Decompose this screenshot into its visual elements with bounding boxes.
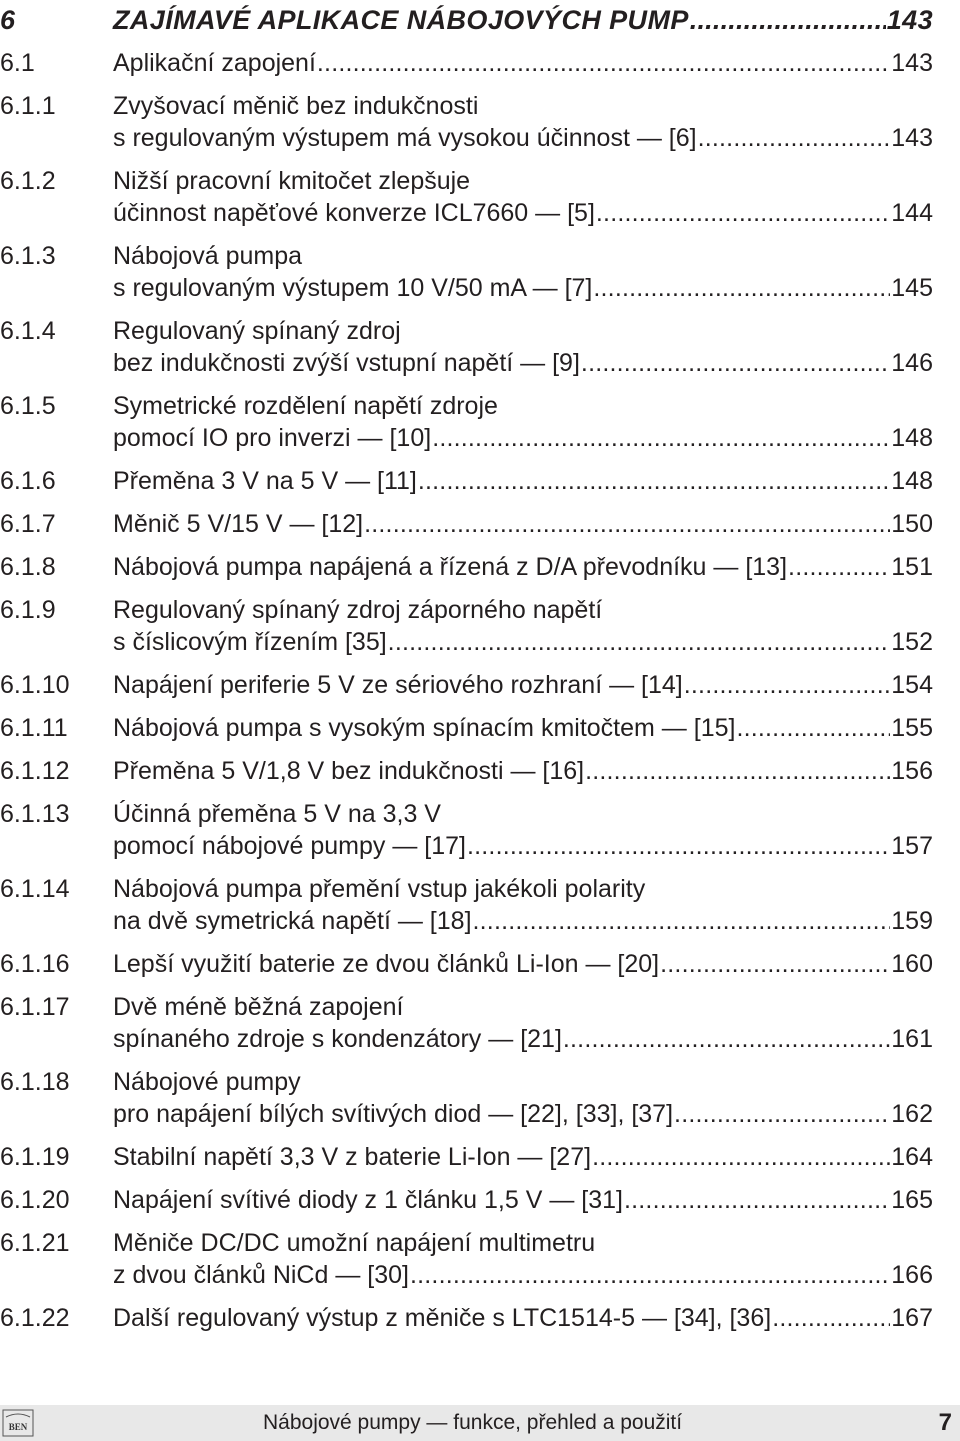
toc-title-text: Nábojová pumpa xyxy=(113,242,303,270)
toc-number: 6.1.21 xyxy=(0,1229,70,1257)
toc-page-number: 148 xyxy=(891,467,933,495)
toc-page-number: 143 xyxy=(886,5,933,35)
book-title: Nábojové pumpy — funkce, přehled a použití xyxy=(263,1411,683,1434)
toc-number: 6.1.12 xyxy=(0,757,70,785)
dot-leader xyxy=(698,122,891,154)
toc-title-line xyxy=(113,755,933,787)
toc-number: 6.1.2 xyxy=(0,167,56,195)
toc-title-text: Nižší pracovní kmitočet zlepšuje xyxy=(113,167,471,195)
toc-page-number: 155 xyxy=(891,714,933,742)
toc-title-line xyxy=(113,1098,933,1130)
toc-title-text: Další regulovaný výstup z měniče s LTC1514-5 — [34], [36] xyxy=(113,1304,772,1332)
toc-number: 6.1.6 xyxy=(0,467,56,495)
dot-leader xyxy=(592,1141,890,1173)
toc-number: 6.1.4 xyxy=(0,317,56,345)
toc-page-number: 165 xyxy=(891,1186,933,1214)
toc-number: 6.1.3 xyxy=(0,242,56,270)
toc-title-text: Lepší využití baterie ze dvou článků Li-Ion — [20] xyxy=(113,950,660,978)
toc-title-text: Nábojová pumpa s vysokým spínacím kmitočtem — [15] xyxy=(113,714,736,742)
toc-page-number: 152 xyxy=(891,628,933,656)
toc-title-text: Nábojová pumpa přemění vstup jakékoli polarity xyxy=(113,875,646,903)
toc-title-text: na dvě symetrická napětí — [18] xyxy=(113,907,472,935)
toc-title-text: bez indukčnosti zvýší vstupní napětí — [9] xyxy=(113,349,580,377)
toc-page-number: 167 xyxy=(891,1304,933,1332)
toc-title-line xyxy=(113,1066,933,1098)
toc-number: 6.1.14 xyxy=(0,875,70,903)
toc-page-number: 164 xyxy=(891,1143,933,1171)
toc-title-line xyxy=(113,4,933,36)
toc-title-line xyxy=(113,948,933,980)
toc-title-text: spínaného zdroje s kondenzátory — [21] xyxy=(113,1025,562,1053)
page-number: 7 xyxy=(938,1409,952,1436)
toc-title-text: Účinná přeměna 5 V na 3,3 V xyxy=(113,800,441,828)
toc-title-line xyxy=(113,873,933,905)
toc-title-line xyxy=(113,594,933,626)
toc-number: 6 xyxy=(0,5,16,35)
toc-title-line xyxy=(113,390,933,422)
toc-number: 6.1.11 xyxy=(0,714,68,742)
toc-page-number: 159 xyxy=(891,907,933,935)
toc-title-text: Dvě méně běžná zapojení xyxy=(113,993,404,1021)
toc-page-number: 150 xyxy=(891,510,933,538)
toc-number: 6.1.5 xyxy=(0,392,56,420)
toc-title-line xyxy=(113,197,933,229)
page-footer xyxy=(0,1405,960,1441)
toc-title-text: Nábojová pumpa napájená a řízená z D/A převodníku — [13] xyxy=(113,553,788,581)
toc-page-number: 146 xyxy=(891,349,933,377)
dot-leader xyxy=(690,4,886,36)
toc-title-line xyxy=(113,47,933,79)
toc-title-line xyxy=(113,90,933,122)
toc-page-number: 144 xyxy=(891,199,933,227)
toc-title-text: účinnost napěťové konverze ICL7660 — [5] xyxy=(113,199,595,227)
toc-number: 6.1.7 xyxy=(0,510,56,538)
toc-title-line xyxy=(113,905,933,937)
toc-title-text: Měnič 5 V/15 V — [12] xyxy=(113,510,364,538)
toc-title-text: s číslicovým řízením [35] xyxy=(113,628,387,656)
toc-title-line xyxy=(113,422,933,454)
toc-title-text: s regulovaným výstupem má vysokou účinnost — [6] xyxy=(113,124,697,152)
toc-title-line xyxy=(113,508,933,540)
toc-title-line xyxy=(113,240,933,272)
toc-title-line xyxy=(113,315,933,347)
toc-title-line xyxy=(113,272,933,304)
dot-leader xyxy=(563,1023,890,1055)
dot-leader xyxy=(772,1302,890,1334)
toc-title-line xyxy=(113,165,933,197)
dot-leader xyxy=(736,712,890,744)
toc-title-text: Měniče DC/DC umožní napájení multimetru xyxy=(113,1229,596,1257)
toc-title-text: Aplikační zapojení xyxy=(113,49,316,77)
toc-title-text: Symetrické rozdělení napětí zdroje xyxy=(113,392,498,420)
toc-title-line xyxy=(113,798,933,830)
toc-title-text: Napájení svítivé diody z 1 článku 1,5 V — [31] xyxy=(113,1186,623,1214)
toc-title-line xyxy=(113,122,933,154)
dot-leader xyxy=(473,905,891,937)
toc-title-line xyxy=(113,1141,933,1173)
toc-page-number: 154 xyxy=(891,671,933,699)
toc-title-text: pro napájení bílých svítivých diod — [22], [33], [37] xyxy=(113,1100,674,1128)
toc-title-line xyxy=(113,465,933,497)
dot-leader xyxy=(660,948,890,980)
toc-number: 6.1.1 xyxy=(0,92,56,120)
toc-title-text: Stabilní napětí 3,3 V z baterie Li-Ion — [27] xyxy=(113,1143,592,1171)
toc-title-text: pomocí nábojové pumpy — [17] xyxy=(113,832,466,860)
toc-title-text: s regulovaným výstupem 10 V/50 mA — [7] xyxy=(113,274,593,302)
dot-leader xyxy=(585,755,890,787)
toc-page-number: 162 xyxy=(891,1100,933,1128)
toc-title-text: Zvyšovací měnič bez indukčnosti xyxy=(113,92,479,120)
toc-page-number: 166 xyxy=(891,1261,933,1289)
dot-leader xyxy=(596,197,890,229)
toc-page-number: 143 xyxy=(891,49,933,77)
toc-title-line xyxy=(113,626,933,658)
toc-title-line xyxy=(113,1184,933,1216)
dot-leader xyxy=(410,1259,890,1291)
toc-title-text: Nábojové pumpy xyxy=(113,1068,301,1096)
dot-leader xyxy=(418,465,890,497)
dot-leader xyxy=(317,47,890,79)
toc-number: 6.1.22 xyxy=(0,1304,70,1332)
toc-title-line xyxy=(113,1259,933,1291)
toc-number: 6.1.10 xyxy=(0,671,70,699)
toc-number: 6.1.9 xyxy=(0,596,56,624)
toc-number: 6.1.20 xyxy=(0,1186,70,1214)
dot-leader xyxy=(624,1184,890,1216)
toc-title-text: Napájení periferie 5 V ze sériového rozhraní — [14] xyxy=(113,671,683,699)
toc-page-number: 160 xyxy=(891,950,933,978)
toc-number: 6.1.18 xyxy=(0,1068,70,1096)
toc-number: 6.1.13 xyxy=(0,800,70,828)
dot-leader xyxy=(432,422,890,454)
toc-title-text: ZAJÍMAVÉ APLIKACE NÁBOJOVÝCH PUMP xyxy=(113,5,689,35)
toc-page-number: 151 xyxy=(891,553,933,581)
toc-title-line xyxy=(113,991,933,1023)
dot-leader xyxy=(674,1098,890,1130)
dot-leader xyxy=(788,551,890,583)
dot-leader xyxy=(581,347,890,379)
toc-title-text: z dvou článků NiCd — [30] xyxy=(113,1261,409,1289)
publisher-logo xyxy=(2,1409,34,1437)
toc-title-line xyxy=(113,830,933,862)
toc-page-number: 156 xyxy=(891,757,933,785)
toc-title-line xyxy=(113,1227,933,1259)
toc-title-text: Regulovaný spínaný zdroj záporného napětí xyxy=(113,596,603,624)
toc-title-line xyxy=(113,1302,933,1334)
dot-leader xyxy=(593,272,890,304)
dot-leader xyxy=(684,669,891,701)
toc-title-line xyxy=(113,712,933,744)
toc-number: 6.1.16 xyxy=(0,950,70,978)
toc-number: 6.1 xyxy=(0,49,35,77)
toc-title-text: Regulovaný spínaný zdroj xyxy=(113,317,401,345)
dot-leader xyxy=(364,508,890,540)
toc-page-number: 157 xyxy=(891,832,933,860)
dot-leader xyxy=(388,626,891,658)
toc-number: 6.1.8 xyxy=(0,553,56,581)
toc-title-text: pomocí IO pro inverzi — [10] xyxy=(113,424,432,452)
dot-leader xyxy=(467,830,890,862)
toc-title-line xyxy=(113,347,933,379)
toc-title-line xyxy=(113,551,933,583)
toc-page-number: 148 xyxy=(891,424,933,452)
logo-text: BEN xyxy=(8,1422,28,1432)
toc-page-number: 143 xyxy=(891,124,933,152)
toc-page-number: 161 xyxy=(891,1025,933,1053)
toc-title-line xyxy=(113,1023,933,1055)
toc-number: 6.1.19 xyxy=(0,1143,70,1171)
toc-number: 6.1.17 xyxy=(0,993,70,1021)
toc-title-text: Přeměna 3 V na 5 V — [11] xyxy=(113,467,417,495)
toc-page-number: 145 xyxy=(891,274,933,302)
toc-title-line xyxy=(113,669,933,701)
toc-title-text: Přeměna 5 V/1,8 V bez indukčnosti — [16] xyxy=(113,757,585,785)
